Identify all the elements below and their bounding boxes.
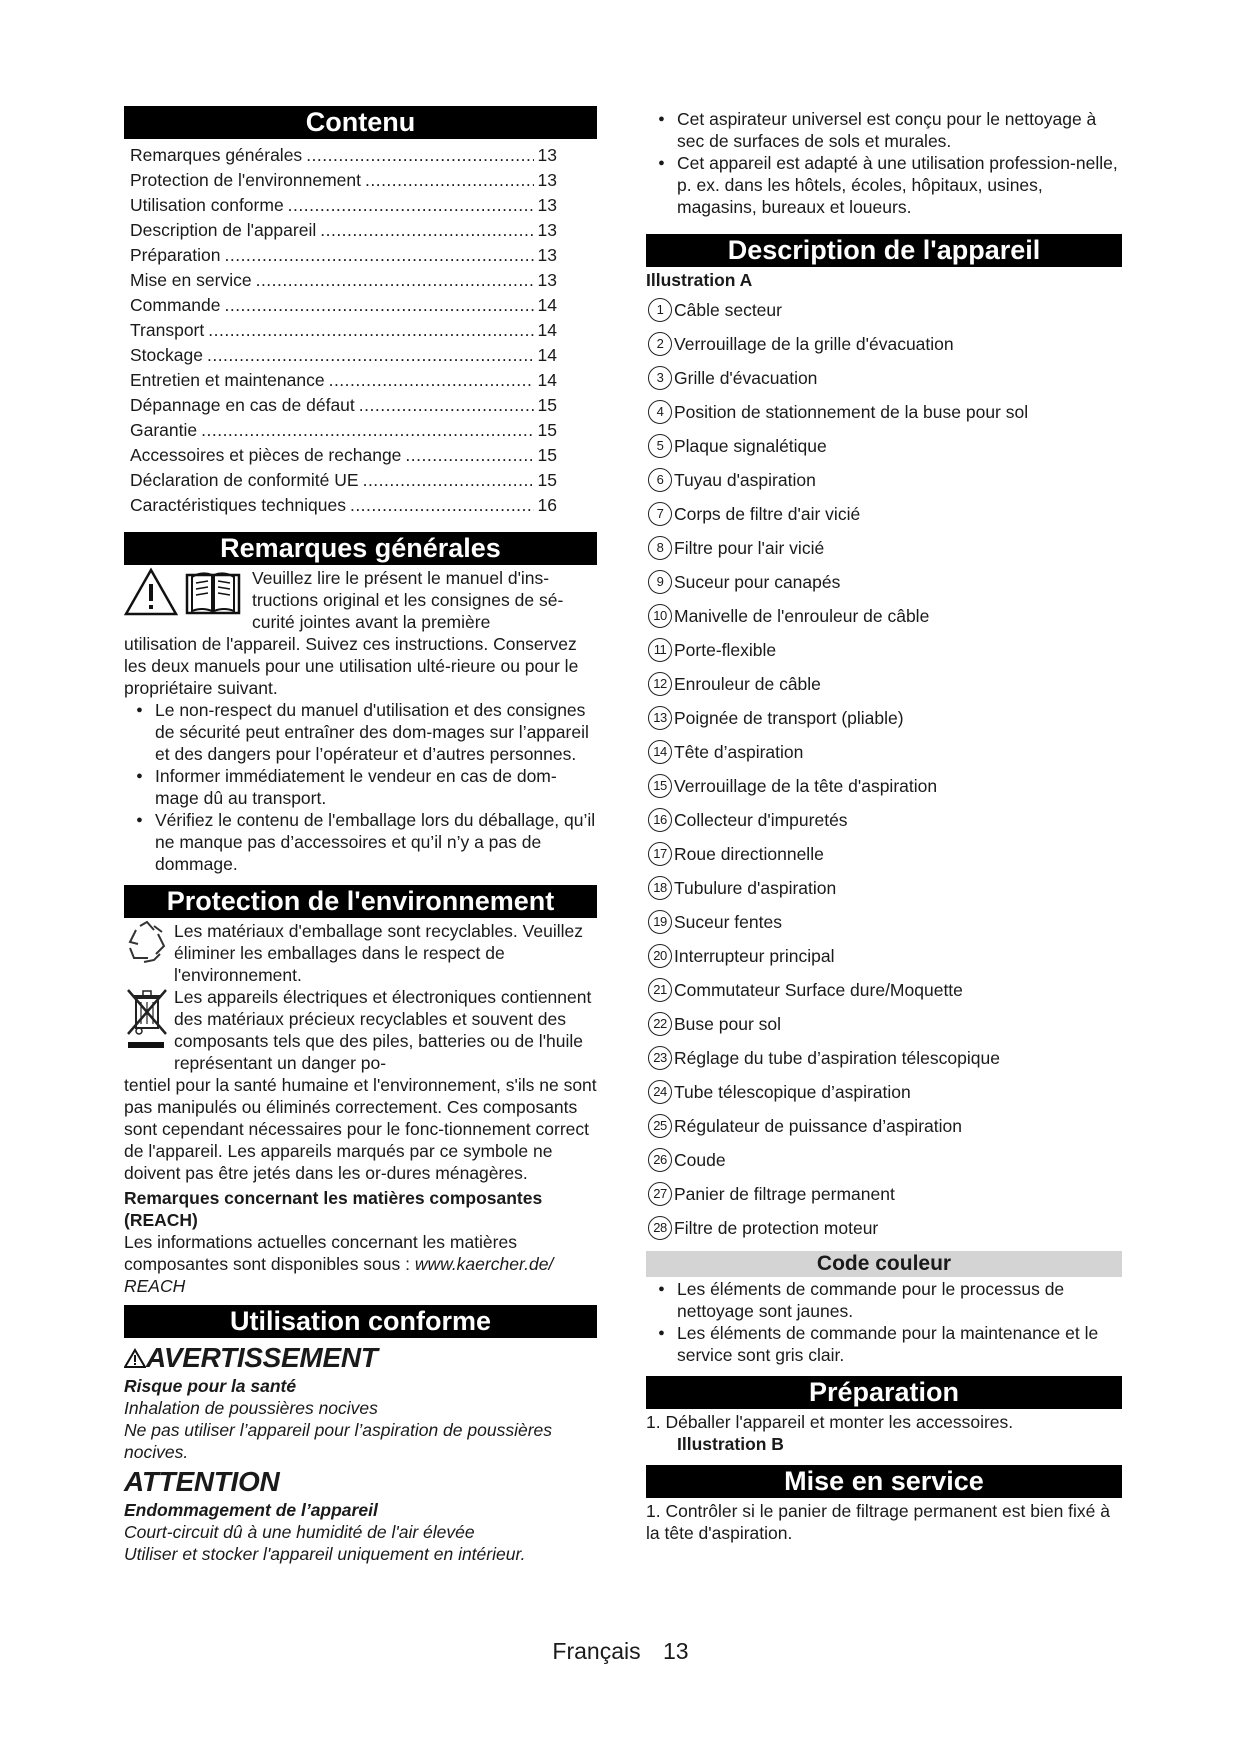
toc-entry[interactable] [124,443,597,468]
component-label: Verrouillage de la tête d'aspiration [674,776,938,796]
component-item [646,1109,1122,1143]
toc-entry-label: Déclaration de conformité UE [130,470,359,490]
component-number-badge: 11 [648,638,672,662]
component-number-badge: 1 [648,298,672,322]
component-number-badge: 21 [648,978,672,1002]
component-label: Roue directionnelle [674,844,824,864]
general-intro: Veuillez lire le présent le manuel d'ins-tructions original et les consignes de sé-curité jointes avant la première [252,568,564,632]
usage-bullet-text: Cet aspirateur universel est conçu pour le nettoyage à sec de surfaces de sols et murales. [677,109,1097,151]
toc-entry-page: 13 [537,145,557,165]
component-label: Tuyau d'aspiration [674,470,816,490]
general-remarks-body [124,567,597,875]
component-item [646,1143,1122,1177]
component-number-badge: 2 [648,332,672,356]
toc-entry-label: Accessoires et pièces de rechange [130,445,402,465]
toc-leader-dots [363,468,534,493]
toc-entry-label: Commande [130,295,221,315]
component-label: Tête d’aspiration [674,742,804,762]
page-footer [0,1640,1241,1662]
illustration-a-label: Illustration A [646,270,753,290]
component-label: Corps de filtre d'air vicié [674,504,861,524]
component-item [646,1177,1122,1211]
warning-small-icon [124,1348,146,1368]
toc-entry[interactable] [124,493,597,518]
component-label: Tubulure d'aspiration [674,878,837,898]
warning-line2: Ne pas utiliser l’appareil pour l’aspiration de poussières nocives. [124,1420,553,1462]
component-label: Filtre pour l'air vicié [674,538,825,558]
usage-bullet-text: Cet appareil est adapté à une utilisation profession-nelle, p. ex. dans les hôtels, écoles, hôpitaux, usines, magasins, bureaux et loueurs. [677,153,1118,217]
component-number-badge: 8 [648,536,672,560]
usage-bullet [646,152,1122,218]
component-item [646,633,1122,667]
component-item [646,1211,1122,1245]
toc-entry[interactable] [124,293,597,318]
usage-bullet [646,108,1122,152]
component-label: Coude [674,1150,726,1170]
toc-entry-page: 14 [537,345,557,365]
component-number-badge: 27 [648,1182,672,1206]
warning-line1: Inhalation de poussières nocives [124,1398,378,1418]
toc-leader-dots [329,368,534,393]
environment-body [124,920,597,1297]
component-item [646,905,1122,939]
color-code-bullet-text: Les éléments de commande pour la maintenance et le service sont gris clair. [677,1323,1099,1365]
color-code-bullet-text: Les éléments de commande pour le processus de nettoyage sont jaunes. [677,1279,1065,1321]
toc-entry-label: Entretien et maintenance [130,370,325,390]
toc-entry-label: Protection de l'environnement [130,170,361,190]
toc-entry[interactable] [124,418,597,443]
crossed-bin-icon [124,986,170,1050]
toc-leader-dots [208,318,533,343]
component-item [646,973,1122,1007]
component-label: Suceur fentes [674,912,782,932]
toc-entry-label: Dépannage en cas de défaut [130,395,355,415]
component-label: Grille d'évacuation [674,368,818,388]
toc-entry[interactable] [124,343,597,368]
component-label: Suceur pour canapés [674,572,841,592]
weee-text-rest: tentiel pour la santé humaine et l'environnement, s'ils ne sont pas manipulés ou éliminés correctement. Ces composants sont cependant nécessaires pour le fonc-tionnement correct de l'appareil. Les appareils marqués par ce symbole ne doivent pas être jetés dans les or-dures ménagères. [124,1075,597,1183]
toc-entry-page: 13 [537,220,557,240]
left-column [124,106,597,1565]
toc-entry[interactable] [124,318,597,343]
toc-entry-page: 13 [537,170,557,190]
manual-book-icon [184,567,242,617]
component-label: Plaque signalétique [674,436,827,456]
recycle-icon [124,920,170,964]
commissioning-step1: 1. Contrôler si le panier de filtrage permanent est bien fixé à la tête d'aspiration. [646,1501,1111,1543]
toc-entry-label: Utilisation conforme [130,195,284,215]
component-item [646,599,1122,633]
component-item [646,871,1122,905]
bullet-dot-icon: ● [658,157,665,169]
bullet-dot-icon: ● [658,1283,665,1295]
component-label: Manivelle de l'enrouleur de câble [674,606,930,626]
component-number-badge: 14 [648,740,672,764]
bullet-dot-icon: ● [658,1327,665,1339]
component-number-badge: 3 [648,366,672,390]
component-item [646,463,1122,497]
general-bullet-text: Informer immédiatement le vendeur en cas de dom-mage dû au transport. [155,766,557,808]
bullet-dot-icon: ● [136,704,143,716]
toc-title: Contenu [124,106,597,139]
toc-entry[interactable] [124,268,597,293]
toc-entry[interactable] [124,168,597,193]
component-label: Câble secteur [674,300,782,320]
usage-title: Utilisation conforme [124,1305,597,1338]
toc-entry-page: 14 [537,320,557,340]
toc-entry[interactable] [124,468,597,493]
attention-risk: Endommagement de l’appareil [124,1500,378,1520]
reach-heading: Remarques concernant les matières composantes (REACH) [124,1188,543,1230]
component-number-badge: 6 [648,468,672,492]
component-number-badge: 16 [648,808,672,832]
component-item [646,429,1122,463]
toc-entry-label: Caractéristiques techniques [130,495,346,515]
component-item [646,565,1122,599]
toc-leader-dots [359,393,534,418]
recycle-text: Les matériaux d'emballage sont recyclables. Veuillez éliminer les emballages dans le respect de l'environnement. [174,921,583,985]
component-item [646,803,1122,837]
toc-entry-page: 13 [537,195,557,215]
toc-leader-dots [306,143,533,168]
weee-text: Les appareils électriques et électroniques contiennent des matériaux précieux recyclables et souvent des composants tels que des piles, batteries ou de l'huile représentant un danger po- [174,987,592,1073]
bullet-dot-icon: ● [136,814,143,826]
component-item [646,769,1122,803]
toc-entry[interactable] [124,218,597,243]
toc-entry-label: Transport [130,320,205,340]
component-number-badge: 19 [648,910,672,934]
component-label: Verrouillage de la grille d'évacuation [674,334,954,354]
illustration-b-label: Illustration B [677,1434,784,1454]
toc-leader-dots [256,268,534,293]
general-bullet [124,765,597,809]
toc-leader-dots [224,243,533,268]
footer-language: Français [552,1638,641,1664]
toc-leader-dots [207,343,534,368]
component-label: Commutateur Surface dure/Moquette [674,980,963,1000]
reach-text: Les informations actuelles concernant les matières composantes sont disponibles sous : www.kaercher.de/ REACH [124,1232,554,1296]
component-item [646,531,1122,565]
footer-page-number: 13 [663,1638,689,1664]
general-intro-rest: utilisation de l'appareil. Suivez ces instructions. Conservez les deux manuels pour une utilisation ulté-rieure ou pour le propriétaire suivant. [124,634,579,698]
toc-entry-page: 16 [537,495,557,515]
toc-entry-page: 14 [537,295,557,315]
component-label: Porte-flexible [674,640,777,660]
component-item [646,361,1122,395]
general-bullet-text: Vérifiez le contenu de l'emballage lors du déballage, qu’il ne manque pas d’accessoires et qu’il n’y a pas de dommage. [155,810,596,874]
component-item [646,1075,1122,1109]
toc-leader-dots [405,443,533,468]
toc-entry-label: Préparation [130,245,221,265]
component-number-badge: 10 [648,604,672,628]
description-items [646,293,1122,1245]
usage-body [124,1341,597,1565]
component-label: Interrupteur principal [674,946,835,966]
general-remarks-title: Remarques générales [124,532,597,565]
color-code-bullet [646,1278,1122,1322]
general-bullet [124,809,597,875]
component-number-badge: 12 [648,672,672,696]
bullet-dot-icon: ● [658,113,665,125]
component-number-badge: 4 [648,400,672,424]
attention-title: ATTENTION [124,1466,280,1497]
component-item [646,939,1122,973]
component-number-badge: 20 [648,944,672,968]
color-code-bullets [646,1278,1122,1366]
description-title: Description de l'appareil [646,234,1122,267]
toc-entry-page: 13 [537,245,557,265]
toc-leader-dots [365,168,534,193]
component-item [646,735,1122,769]
general-bullets [124,699,597,875]
component-item [646,293,1122,327]
component-label: Collecteur d'impuretés [674,810,848,830]
component-number-badge: 17 [648,842,672,866]
component-item [646,1007,1122,1041]
toc-entry-page: 15 [537,470,557,490]
toc-entry-page: 15 [537,445,557,465]
component-item [646,497,1122,531]
component-label: Buse pour sol [674,1014,782,1034]
general-bullet [124,699,597,765]
color-code-bullet [646,1322,1122,1366]
toc-leader-dots [350,493,534,518]
toc-leader-dots [320,218,533,243]
component-number-badge: 26 [648,1148,672,1172]
general-bullet-text: Le non-respect du manuel d'utilisation et des consignes de sécurité peut entraîner des dom-mages sur l’appareil et des dangers pour l’opérateur et d’autres personnes. [155,700,589,764]
component-label: Filtre de protection moteur [674,1218,879,1238]
warning-risk: Risque pour la santé [124,1376,297,1396]
reach-link[interactable]: www.kaercher.de/ REACH [124,1254,554,1296]
warning-title: AVERTISSEMENT [124,1341,597,1375]
component-number-badge: 5 [648,434,672,458]
component-label: Poignée de transport (pliable) [674,708,904,728]
component-number-badge: 13 [648,706,672,730]
component-number-badge: 23 [648,1046,672,1070]
bullet-dot-icon: ● [136,770,143,782]
toc-entry-label: Stockage [130,345,203,365]
component-item [646,667,1122,701]
toc-entry[interactable] [124,243,597,268]
component-item [646,327,1122,361]
component-label: Position de stationnement de la buse pour sol [674,402,1029,422]
toc-entry-page: 13 [537,270,557,290]
toc-entry-label: Garantie [130,420,198,440]
component-item [646,701,1122,735]
component-number-badge: 9 [648,570,672,594]
toc-entry-page: 14 [537,370,557,390]
component-item [646,837,1122,871]
toc-entry-page: 15 [537,420,557,440]
toc-entry[interactable] [124,143,597,168]
color-code-title: Code couleur [646,1251,1122,1277]
component-number-badge: 25 [648,1114,672,1138]
warning-triangle-icon [124,567,178,617]
environment-title: Protection de l'environnement [124,885,597,918]
toc-leader-dots [201,418,533,443]
component-label: Réglage du tube d’aspiration télescopique [674,1048,1000,1068]
component-number-badge: 15 [648,774,672,798]
usage-bullets [646,108,1122,218]
component-item [646,395,1122,429]
preparation-title: Préparation [646,1376,1122,1409]
attention-line1: Court-circuit dû à une humidité de l'air élevée [124,1522,475,1542]
component-item [646,1041,1122,1075]
component-label: Enrouleur de câble [674,674,821,694]
component-label: Panier de filtrage permanent [674,1184,895,1204]
component-number-badge: 24 [648,1080,672,1104]
commissioning-title: Mise en service [646,1465,1122,1498]
toc-entry[interactable] [124,368,597,393]
component-label: Régulateur de puissance d’aspiration [674,1116,962,1136]
toc-entry-label: Mise en service [130,270,252,290]
toc-list [124,143,597,518]
component-label: Tube télescopique d’aspiration [674,1082,911,1102]
component-number-badge: 7 [648,502,672,526]
component-number-badge: 18 [648,876,672,900]
right-column [646,108,1122,1544]
attention-line2: Utiliser et stocker l'appareil uniquement en intérieur. [124,1544,526,1564]
toc-leader-dots [224,293,533,318]
icon-group [124,567,242,617]
component-number-badge: 28 [648,1216,672,1240]
toc-entry[interactable] [124,193,597,218]
preparation-step1: 1. Déballer l'appareil et monter les accessoires. [646,1412,1014,1432]
component-number-badge: 22 [648,1012,672,1036]
toc-leader-dots [288,193,534,218]
toc-entry-label: Remarques générales [130,145,303,165]
toc-entry-page: 15 [537,395,557,415]
toc-entry[interactable] [124,393,597,418]
toc-entry-label: Description de l'appareil [130,220,317,240]
